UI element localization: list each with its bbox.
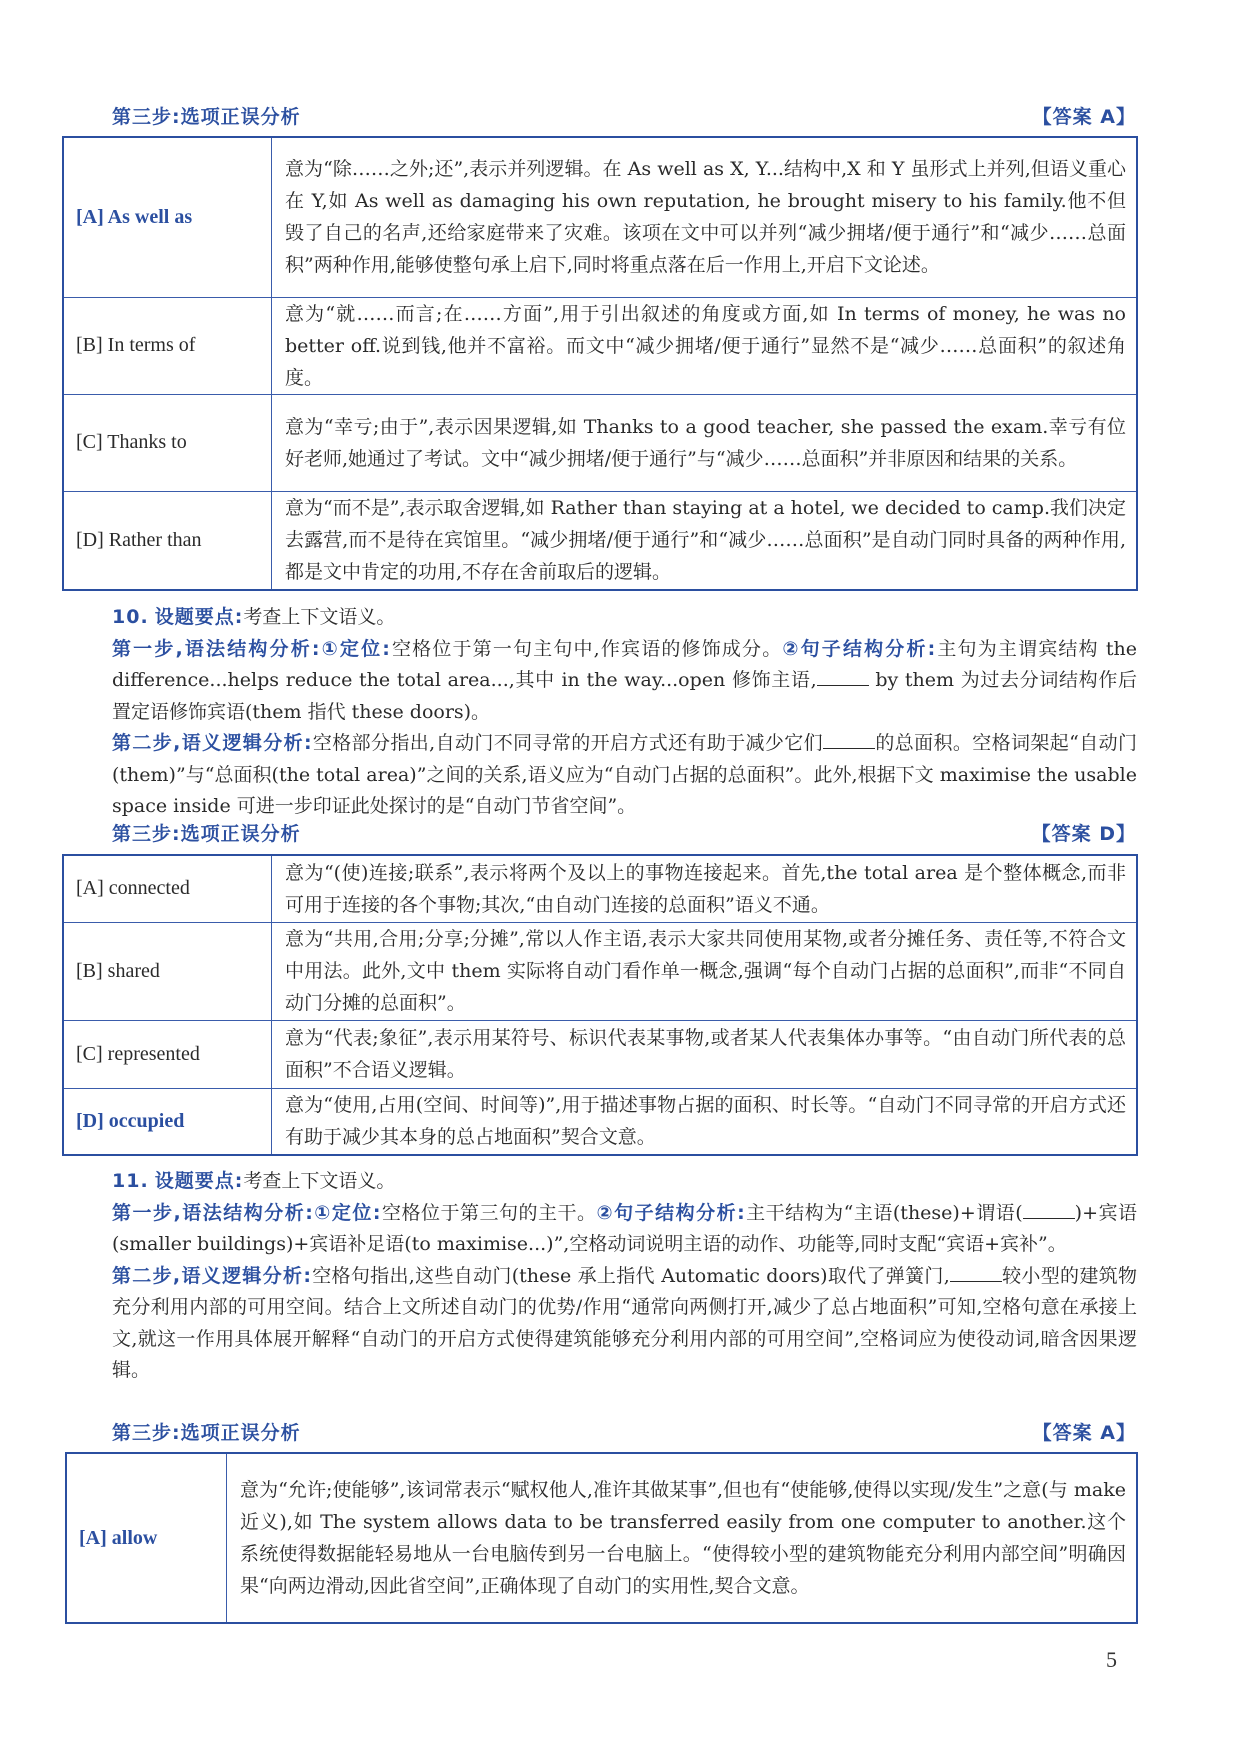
option-desc: 意为“使用,占用(空间、时间等)”,用于描述事物占据的面积、时长等。“自动门不同寻常的开启方式还有助于减少其本身的总占地面积”契合文意。 — [272, 1088, 1138, 1155]
q11-step1-locate-text: 空格位于第三句的主干。 — [381, 1201, 597, 1224]
page-number: 5 — [1106, 1647, 1117, 1672]
q10-point-label: 设题要点: — [154, 606, 244, 628]
q11-step1-structure-text-a: 主干结构为“主语(these)+谓语( — [745, 1201, 1023, 1224]
q11-step2-label: 第二步,语义逻辑分析: — [112, 1264, 312, 1287]
table-row — [63, 922, 1137, 1020]
option-desc: 意为“而不是”,表示取舍逻辑,如 Rather than staying at a hotel, we decided to camp.我们决定去露营,而不是待在宾馆里。“减少拥堵/便于通行”和“减少……总面积”是自动门同时具备的两种作用,都是文中肯定的功用,不存在舍前取后的逻辑。 — [272, 491, 1138, 590]
q11-step2-text-a: 空格句指出,这些自动门(these 承上指代 Automatic doors)取代了弹簧门, — [311, 1264, 950, 1287]
table-row — [63, 1088, 1137, 1155]
q10-answer-label: 【答案 D】 — [1031, 823, 1136, 845]
q10-step1-locate-text: 空格位于第一句主句中,作宾语的修饰成分。 — [390, 637, 783, 660]
q11-step2-text-b: 较小型的建筑物充分利用内部的可用空间。结合上文所述自动门的优势/作用“通常向两侧打开,减少了总占地面积”可知,空格句意在承接上文,就这一作用具体展开解释“自动门的开启方式使得建筑能够充分利用内部的可用空间”,空格词应为使役动词,暗含因果逻辑。 — [112, 1264, 1137, 1381]
table-row — [63, 137, 1137, 297]
q11-number: 11. — [112, 1170, 149, 1192]
q11-step1-locate-label: ①定位: — [313, 1201, 382, 1224]
q9-answer-label: 【答案 A】 — [1032, 106, 1136, 128]
q11-step1-structure-text-b: )+宾语(smaller buildings)+宾语补足语(to maximise...)”,空格动词说明主语的动作、功能等,同时支配“宾语+宾补”。 — [112, 1201, 1138, 1255]
blank-line — [1023, 1200, 1075, 1219]
option-label: [A] As well as — [63, 137, 272, 297]
option-label: [B] In terms of — [63, 297, 272, 394]
q11-point-text: 考查上下文语义。 — [243, 1170, 396, 1192]
q11-analysis — [62, 1166, 1137, 1387]
blank-line — [950, 1263, 1002, 1282]
q11-point — [62, 1166, 1137, 1198]
option-desc: 意为“除……之外;还”,表示并列逻辑。在 As well as X, Y...结构中,X 和 Y 虽形式上并列,但语义重心在 Y,如 As well as damaging his own reputation, he brought misery to his family.他不但毁了自己的名声,还给家庭带来了灾难。该项在文中可以并列“减少拥堵/便于通行”和“减少……总面积”两种作用,能够使整句承上启下,同时将重点落在后一作用上,开启下文论述。 — [272, 137, 1138, 297]
option-desc: 意为“允许;使能够”,该词常表示“赋权他人,准许其做某事”,但也有“使能够,使得以实现/发生”之意(与 make 近义),如 The system allows data to be transferred easily from one computer to another.这个系统使得数据能轻易地从一台电脑传到另一台电脑上。“使得较小型的建筑物能充分利用内部空间”明确因果“向两边滑动,因此省空间”,正确体现了自动门的实用性,契合文意。 — [227, 1453, 1138, 1623]
q10-step2-text-a: 空格部分指出,自动门不同寻常的开启方式还有助于减少它们 — [312, 732, 824, 754]
q10-options-table — [62, 854, 1138, 1156]
blank-line — [823, 730, 875, 749]
q11-step1-structure-label: ②句子结构分析: — [596, 1201, 746, 1224]
option-label: [D] occupied — [63, 1088, 272, 1155]
q9-options-table — [62, 136, 1138, 591]
q10-step1 — [62, 634, 1137, 729]
q10-step1-structure-label: ②句子结构分析: — [782, 637, 937, 660]
q9-step3-heading: 第三步:选项正误分析 — [112, 106, 301, 128]
option-desc: 意为“就……而言;在……方面”,用于引出叙述的角度或方面,如 In terms of money, he was no better off.说到钱,他并不富裕。而文中“减少拥堵/便于通行”显然不是“减少……总面积”的叙述角度。 — [272, 297, 1138, 394]
q10-step2 — [62, 728, 1137, 823]
option-desc: 意为“共用,合用;分享;分摊”,常以人作主语,表示大家共同使用某物,或者分摊任务、责任等,不符合文中用法。此外,文中 them 实际将自动门看作单一概念,强调“每个自动门占据的总面积”,而非“不同自动门分摊的总面积”。 — [272, 922, 1138, 1020]
q10-analysis — [62, 602, 1137, 823]
q10-step1-structure-text-b: by them 为过去分词结构作后置定语修饰宾语(them 指代 these doors)。 — [112, 669, 1137, 723]
q10-point-text: 考查上下文语义。 — [243, 606, 396, 628]
q11-step1 — [62, 1198, 1137, 1261]
table-row — [66, 1453, 1137, 1623]
q11-step1-label: 第一步,语法结构分析: — [112, 1201, 314, 1224]
table-row — [63, 297, 1137, 394]
table-row — [63, 1020, 1137, 1088]
option-label: [A] allow — [66, 1453, 227, 1623]
q10-number: 10. — [112, 606, 149, 628]
table-row — [63, 491, 1137, 590]
option-label: [C] Thanks to — [63, 394, 272, 491]
option-label: [B] shared — [63, 922, 272, 1020]
q10-step3-heading: 第三步:选项正误分析 — [112, 823, 301, 845]
q10-step2-text-b: 的总面积。空格词架起“自动门(them)”与“总面积(the total area)”之间的关系,语义应为“自动门占据的总面积”。此外,根据下文 maximise the usable space inside 可进一步印证此处探讨的是“自动门节省空间”。 — [112, 732, 1138, 817]
q11-point-label: 设题要点: — [154, 1170, 244, 1192]
q11-options-table — [65, 1452, 1138, 1624]
q10-step1-structure-text-a: 主句为主谓宾结构 the difference...helps reduce the total area...,其中 in the way...open 修饰主语, — [112, 637, 1138, 691]
q11-step3-heading: 第三步:选项正误分析 — [112, 1422, 301, 1444]
q10-step1-label: 第一步,语法结构分析: — [112, 637, 321, 660]
option-label: [A] connected — [63, 855, 272, 922]
option-desc: 意为“幸亏;由于”,表示因果逻辑,如 Thanks to a good teacher, she passed the exam.幸亏有位好老师,她通过了考试。文中“减少拥堵/便于通行”与“减少……总面积”并非原因和结果的关系。 — [272, 394, 1138, 491]
table-row — [63, 394, 1137, 491]
q10-step1-locate-label: ①定位: — [320, 637, 391, 660]
table-row — [63, 855, 1137, 922]
option-desc: 意为“代表;象征”,表示用某符号、标识代表某事物,或者某人代表集体办事等。“由自动门所代表的总面积”不合语义逻辑。 — [272, 1020, 1138, 1088]
q11-step2 — [62, 1261, 1137, 1387]
option-desc: 意为“(使)连接;联系”,表示将两个及以上的事物连接起来。首先,the total area 是个整体概念,而非可用于连接的各个事物;其次,“由自动门连接的总面积”语义不通。 — [272, 855, 1138, 922]
q10-step2-label: 第二步,语义逻辑分析: — [112, 732, 313, 754]
option-label: [D] Rather than — [63, 491, 272, 590]
blank-line — [817, 667, 869, 686]
option-label: [C] represented — [63, 1020, 272, 1088]
q11-answer-label: 【答案 A】 — [1032, 1422, 1136, 1444]
q10-point — [62, 602, 1137, 634]
